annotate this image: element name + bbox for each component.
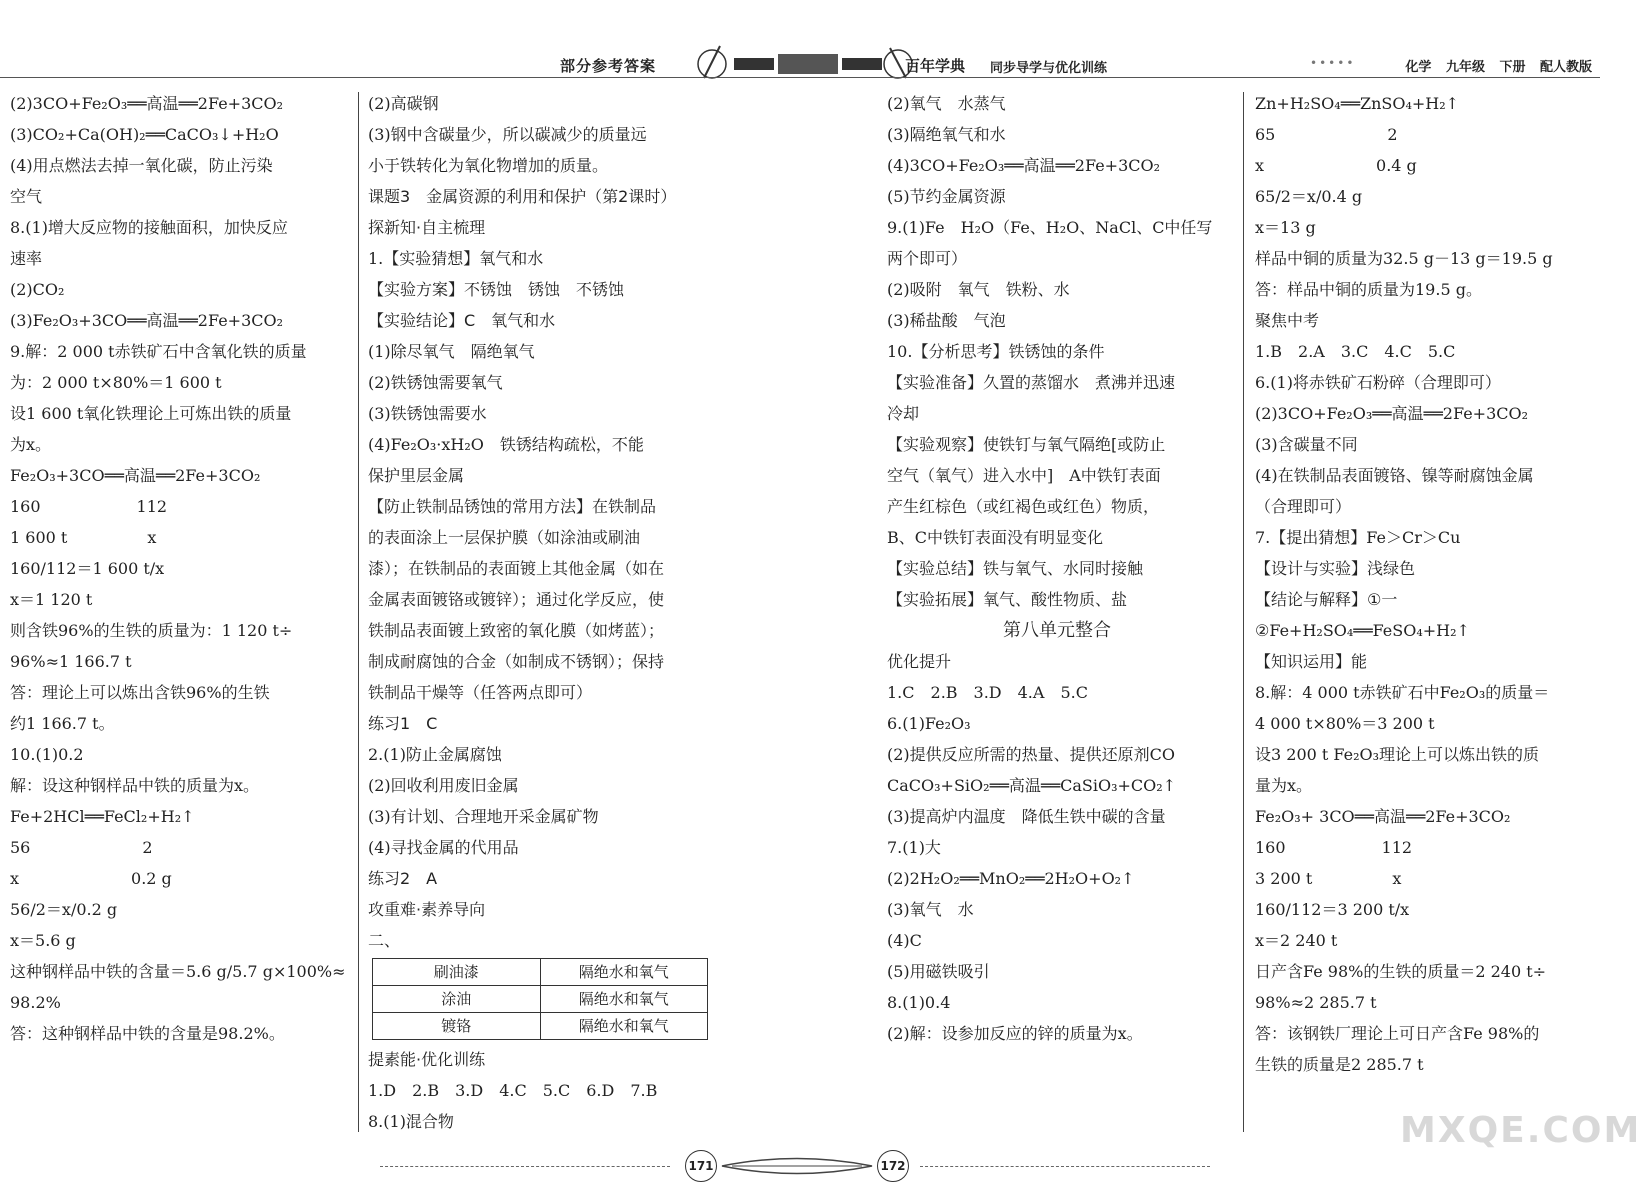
answer-line: 的表面涂上一层保护膜（如涂油或刷油 <box>368 528 641 547</box>
column-divider <box>1243 92 1244 1132</box>
answer-line: (2)CO₂ <box>10 280 65 299</box>
answer-line: 答：理论上可以炼出含铁96%的生铁 <box>10 683 270 702</box>
answer-line: 两个即可） <box>887 249 968 268</box>
answer-line: 练习1 C <box>368 714 438 733</box>
answer-line: 56/2＝x/0.2 g <box>10 900 118 919</box>
answer-line: 3 200 t x <box>1255 869 1402 888</box>
table-row <box>373 986 708 1013</box>
answer-line: (3)CO₂+Ca(OH)₂══CaCO₃↓+H₂O <box>10 125 279 144</box>
table-row <box>373 1013 708 1040</box>
answer-line: 优化提升 <box>887 652 952 671</box>
answer-line: 解：设这种钢样品中铁的质量为x。 <box>10 776 260 795</box>
answer-line: 【实验观察】使铁钉与氧气隔绝[或防止 <box>887 435 1166 454</box>
answer-line: （合理即可） <box>1255 497 1352 516</box>
answer-line: 练习2 A <box>368 869 438 888</box>
answer-line: 二、 <box>368 931 401 950</box>
answer-line: 攻重难·素养导向 <box>368 900 486 919</box>
footer-dashes <box>380 1166 670 1167</box>
answer-line: 第八单元整合 <box>1003 620 1111 641</box>
answer-line: 这种钢样品中铁的含量＝5.6 g/5.7 g×100%≈ <box>10 962 346 981</box>
answer-line: (5)节约金属资源 <box>887 187 1006 206</box>
answer-line: (3)有计划、合理地开采金属矿物 <box>368 807 599 826</box>
answer-line: Fe₂O₃+ 3CO══高温══2Fe+3CO₂ <box>1255 807 1511 826</box>
answer-line: (2)铁锈蚀需要氧气 <box>368 373 503 392</box>
answer-line: 1.【实验猜想】氧气和水 <box>368 249 544 268</box>
answer-line: 空气 <box>10 187 43 206</box>
table-cell: 隔绝水和氧气 <box>540 959 708 986</box>
answer-line: 【防止铁制品锈蚀的常用方法】在铁制品 <box>368 497 657 516</box>
answer-line: 铁制品干燥等（任答两点即可） <box>368 683 593 702</box>
answer-line: Zn+H₂SO₄══ZnSO₄+H₂↑ <box>1255 94 1460 113</box>
answer-line: (4)3CO+Fe₂O₃══高温══2Fe+3CO₂ <box>887 156 1161 175</box>
answer-line: 约1 166.7 t。 <box>10 714 115 733</box>
answer-line: (4)寻找金属的代用品 <box>368 838 519 857</box>
answer-line: 量为x。 <box>1255 776 1313 795</box>
answer-line: 8.(1)混合物 <box>368 1112 454 1131</box>
answer-line: 96%≈1 166.7 t <box>10 652 132 671</box>
answer-line: 1.D 2.B 3.D 4.C 5.C 6.D 7.B <box>368 1081 658 1100</box>
answer-line: 设3 200 t Fe₂O₃理论上可以炼出铁的质 <box>1255 745 1540 764</box>
footer-ornament-icon <box>722 1155 872 1177</box>
table-cell: 隔绝水和氧气 <box>540 1013 708 1040</box>
answer-line: 冷却 <box>887 404 920 423</box>
answer-line: 1.B 2.A 3.C 4.C 5.C <box>1255 342 1456 361</box>
page-number-right: 172 <box>877 1150 909 1182</box>
answer-line: 日产含Fe 98%的生铁的质量＝2 240 t÷ <box>1255 962 1547 981</box>
page-header <box>0 0 1600 80</box>
answer-table <box>372 958 708 1040</box>
watermark: MXQE.COM <box>1400 1110 1641 1151</box>
answer-line: 答：样品中铜的质量为19.5 g。 <box>1255 280 1482 299</box>
answer-line: 10.(1)0.2 <box>10 745 84 764</box>
answer-line: 65 2 <box>1255 125 1398 144</box>
answer-line: 空气（氧气）进入水中] A中铁钉表面 <box>887 466 1161 485</box>
answer-line: 【实验总结】铁与氧气、水同时接触 <box>887 559 1144 578</box>
answer-line: 生铁的质量是2 285.7 t <box>1255 1055 1424 1074</box>
header-rule <box>0 77 1600 78</box>
answer-column-3 <box>887 88 1227 1049</box>
answer-line: 【结论与解释】①一 <box>1255 590 1398 609</box>
answer-line: 9.解：2 000 t赤铁矿石中含氧化铁的质量 <box>10 342 307 361</box>
header-book-info: 化学 九年级 下册 配人教版 <box>1405 60 1592 75</box>
answer-line: Fe+2HCl══FeCl₂+H₂↑ <box>10 807 195 826</box>
answer-line: 【实验准备】久置的蒸馏水 煮沸并迅速 <box>887 373 1176 392</box>
answer-line: x＝2 240 t <box>1255 931 1338 950</box>
answer-line: 7.【提出猜想】Fe＞Cr＞Cu <box>1255 528 1461 547</box>
answer-line: x＝1 120 t <box>10 590 93 609</box>
answer-line: 160 112 <box>1255 838 1413 857</box>
header-left-title: 部分参考答案 <box>560 57 657 75</box>
answer-column-4 <box>1255 88 1600 1080</box>
answer-line: 产生红棕色（或红褐色或红色）物质， <box>887 497 1160 516</box>
answer-line: 8.(1)0.4 <box>887 993 951 1012</box>
answer-line: 设1 600 t氧化铁理论上可炼出铁的质量 <box>10 404 292 423</box>
answer-line: 保护里层金属 <box>368 466 465 485</box>
answer-line: (4)Fe₂O₃·xH₂O 铁锈结构疏松，不能 <box>368 435 644 454</box>
answer-line: 1.C 2.B 3.D 4.A 5.C <box>887 683 1088 702</box>
answer-line: 4 000 t×80%＝3 200 t <box>1255 714 1435 733</box>
answer-line: (3)提高炉内温度 降低生铁中碳的含量 <box>887 807 1166 826</box>
answer-line: 56 2 <box>10 838 153 857</box>
answer-line: 【知识运用】能 <box>1255 652 1368 671</box>
answer-line: (2)吸附 氧气 铁粉、水 <box>887 280 1070 299</box>
answer-line: (2)3CO+Fe₂O₃══高温══2Fe+3CO₂ <box>1255 404 1529 423</box>
answer-line: (3)隔绝氧气和水 <box>887 125 1006 144</box>
header-dots: ••••• <box>1310 56 1356 70</box>
answer-line: 6.(1)将赤铁矿石粉碎（合理即可） <box>1255 373 1501 392</box>
answer-line: (1)除尽氧气 隔绝氧气 <box>368 342 535 361</box>
answer-line: 98%≈2 285.7 t <box>1255 993 1377 1012</box>
table-cell: 刷油漆 <box>373 959 541 986</box>
answer-line: 8.(1)增大反应物的接触面积，加快反应 <box>10 218 288 237</box>
answer-line: 7.(1)大 <box>887 838 941 857</box>
answer-line: 10.【分析思考】铁锈蚀的条件 <box>887 342 1105 361</box>
header-brand: 百年学典 <box>905 57 966 75</box>
answer-line: 8.解：4 000 t赤铁矿石中Fe₂O₃的质量＝ <box>1255 683 1550 702</box>
answer-line: (3)钢中含碳量少，所以碳减少的质量远 <box>368 125 647 144</box>
answer-line: 铁制品表面镀上致密的氧化膜（如烤蓝）； <box>368 621 665 640</box>
answer-line: ②Fe+H₂SO₄══FeSO₄+H₂↑ <box>1255 621 1470 640</box>
answer-line: B、C中铁钉表面没有明显变化 <box>887 528 1104 547</box>
answer-line: x 0.4 g <box>1255 156 1417 175</box>
column-divider <box>358 92 359 1132</box>
answer-column-2 <box>368 88 708 1137</box>
answer-line: 【设计与实验】浅绿色 <box>1255 559 1416 578</box>
table-row <box>373 959 708 986</box>
answer-line: (4)用点燃法去掉一氧化碳，防止污染 <box>10 156 273 175</box>
answer-line: 6.(1)Fe₂O₃ <box>887 714 971 733</box>
answer-column-1 <box>10 88 350 1049</box>
answer-line: 小于铁转化为氧化物增加的质量。 <box>368 156 609 175</box>
answer-line: 【实验拓展】氧气、酸性物质、盐 <box>887 590 1128 609</box>
answer-line: (2)氧气 水蒸气 <box>887 94 1006 113</box>
answer-line: 探新知·自主梳理 <box>368 218 486 237</box>
table-cell: 涂油 <box>373 986 541 1013</box>
answer-line: (3)Fe₂O₃+3CO══高温══2Fe+3CO₂ <box>10 311 284 330</box>
answer-line: 金属表面镀铬或镀锌）；通过化学反应，使 <box>368 590 665 609</box>
answer-line: 为x。 <box>10 435 52 454</box>
answer-line: x 0.2 g <box>10 869 172 888</box>
answer-line: 聚焦中考 <box>1255 311 1320 330</box>
answer-line: (5)用磁铁吸引 <box>887 962 990 981</box>
page-number-left: 171 <box>685 1150 717 1182</box>
table-cell: 隔绝水和氧气 <box>540 986 708 1013</box>
answer-line: (2)提供反应所需的热量、提供还原剂CO <box>887 745 1176 764</box>
answer-line: 9.(1)Fe H₂O（Fe、H₂O、NaCl、C中任写 <box>887 218 1213 237</box>
answer-line: (2)2H₂O₂══MnO₂══2H₂O+O₂↑ <box>887 869 1135 888</box>
answer-line: (4)C <box>887 931 922 950</box>
answer-line: 提素能·优化训练 <box>368 1050 486 1069</box>
answer-line: x＝13 g <box>1255 218 1316 237</box>
answer-line: (2)解：设参加反应的锌的质量为x。 <box>887 1024 1143 1043</box>
answer-line: 制成耐腐蚀的合金（如制成不锈钢）；保持 <box>368 652 665 671</box>
answer-line: (3)铁锈蚀需要水 <box>368 404 487 423</box>
table-cell: 镀铬 <box>373 1013 541 1040</box>
answer-line: 速率 <box>10 249 43 268</box>
answer-line: 答：这种钢样品中铁的含量是98.2%。 <box>10 1024 285 1043</box>
answer-line: 160/112＝3 200 t/x <box>1255 900 1410 919</box>
answer-line: (2)3CO+Fe₂O₃══高温══2Fe+3CO₂ <box>10 94 284 113</box>
answer-line: (2)高碳钢 <box>368 94 439 113</box>
answer-line: 【实验结论】C 氧气和水 <box>368 311 556 330</box>
answer-line: (3)含碳量不同 <box>1255 435 1358 454</box>
answer-line: 160/112＝1 600 t/x <box>10 559 165 578</box>
feather-ornament-icon <box>690 40 920 82</box>
answer-line: x＝5.6 g <box>10 931 76 950</box>
answer-line: (2)回收利用废旧金属 <box>368 776 519 795</box>
answer-line: (4)在铁制品表面镀铬、镍等耐腐蚀金属 <box>1255 466 1534 485</box>
answer-line: 98.2% <box>10 993 61 1012</box>
answer-line: 2.(1)防止金属腐蚀 <box>368 745 502 764</box>
answer-line: 【实验方案】不锈蚀 锈蚀 不锈蚀 <box>368 280 625 299</box>
answer-line: 课题3 金属资源的利用和保护（第2课时） <box>368 187 677 206</box>
answer-line: 为：2 000 t×80%＝1 600 t <box>10 373 222 392</box>
answer-line: Fe₂O₃+3CO══高温══2Fe+3CO₂ <box>10 466 261 485</box>
answer-line: (3)氧气 水 <box>887 900 974 919</box>
answer-line: 样品中铜的质量为32.5 g－13 g＝19.5 g <box>1255 249 1553 268</box>
answer-line: 答：该钢铁厂理论上可日产含Fe 98%的 <box>1255 1024 1540 1043</box>
answer-line: CaCO₃+SiO₂══高温══CaSiO₃+CO₂↑ <box>887 776 1177 795</box>
answer-line: 65/2＝x/0.4 g <box>1255 187 1363 206</box>
answer-line: 漆）；在铁制品的表面镀上其他金属（如在 <box>368 559 665 578</box>
answer-line: 160 112 <box>10 497 168 516</box>
header-subtitle: 同步导学与优化训练 <box>990 61 1108 76</box>
answer-line: 则含铁96%的生铁的质量为：1 120 t÷ <box>10 621 293 640</box>
footer-dashes <box>920 1166 1210 1167</box>
answer-line: 1 600 t x <box>10 528 157 547</box>
answer-line: (3)稀盐酸 气泡 <box>887 311 1006 330</box>
